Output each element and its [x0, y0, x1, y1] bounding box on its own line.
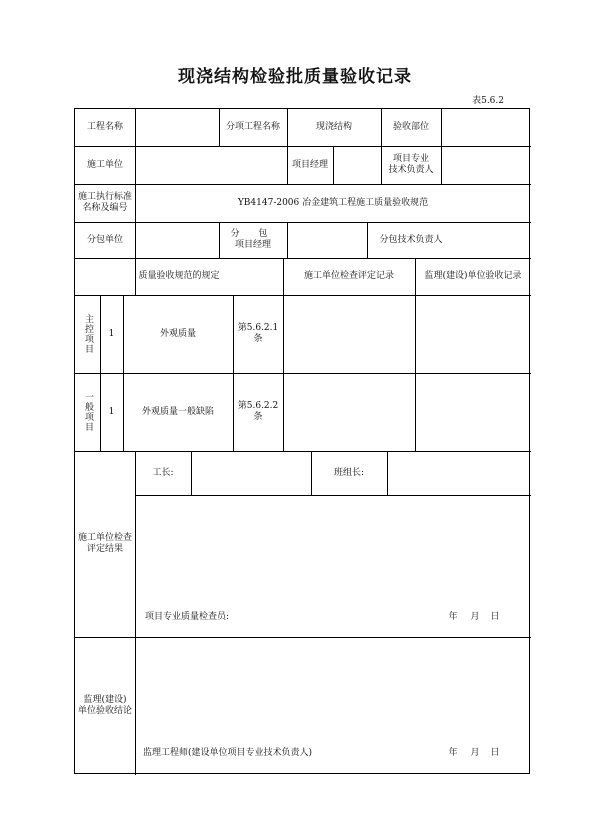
check-date-year: 年 — [448, 611, 458, 622]
main-item-number: 1 — [108, 328, 115, 339]
check-result-label-line2: 评定结果 — [86, 544, 123, 554]
page-title: 现浇结构检验批质量验收记录 — [178, 67, 412, 87]
check-date-month: 月 — [470, 611, 480, 622]
sub-pm-label-line2: 项目经理 — [234, 240, 271, 250]
general-item-supervision-field[interactable] — [415, 373, 531, 451]
supervision-date-day: 日 — [490, 747, 500, 758]
supervision-engineer-label: 监理工程师(建设单位项目专业技术负责人) — [143, 747, 313, 758]
standard-label-line1: 施工执行标准 — [77, 192, 132, 202]
tech-lead-field[interactable] — [441, 146, 531, 184]
sub-pm-label — [219, 222, 287, 258]
general-item-clause-line2: 条 — [253, 412, 263, 422]
supervision-result-field[interactable] — [135, 637, 531, 741]
sub-pm-label-line1: 分 包 — [230, 229, 276, 239]
supervision-date-year: 年 — [448, 747, 458, 758]
project-name-label: 工程名称 — [86, 122, 123, 132]
team-leader-field[interactable] — [387, 451, 531, 495]
foreman-field[interactable] — [191, 451, 311, 495]
sub-pm-field[interactable] — [287, 222, 367, 258]
general-item-number: 1 — [108, 406, 115, 417]
construction-unit-label: 施工单位 — [86, 159, 123, 170]
general-item-self-check-field[interactable] — [283, 373, 415, 451]
main-item-clause-line1: 第5.6.2.1 — [237, 323, 279, 333]
standard-value: YB4147-2006 冶金建筑工程施工质量验收规范 — [237, 197, 429, 208]
acceptance-part-label: 验收部位 — [392, 122, 429, 132]
project-name-field[interactable] — [135, 109, 219, 146]
main-item-clause — [233, 295, 283, 373]
acceptance-part-field[interactable] — [441, 109, 531, 146]
general-item-name: 外观质量一般缺陷 — [141, 406, 214, 417]
subproject-label: 分项工程名称 — [225, 122, 280, 132]
acceptance-form — [74, 108, 530, 774]
check-result-field[interactable] — [135, 495, 531, 605]
self-check-header: 施工单位检查评定记录 — [303, 271, 394, 281]
standard-label — [75, 184, 135, 222]
main-item-supervision-field[interactable] — [415, 295, 531, 373]
inspector-label: 项目专业质量检查员: — [145, 611, 230, 622]
table-number: 表5.6.2 — [472, 96, 504, 106]
tech-lead-label — [381, 146, 441, 184]
tech-lead-label-line2: 技术负责人 — [388, 165, 434, 175]
construction-unit-field[interactable] — [135, 146, 287, 184]
check-date-day: 日 — [490, 611, 500, 622]
general-item-clause-line1: 第5.6.2.2 — [237, 401, 279, 411]
main-item-name: 外观质量 — [159, 328, 196, 339]
supervision-result-label — [75, 637, 135, 775]
supervision-header: 监理(建设)单位验收记录 — [424, 271, 522, 281]
main-item-clause-line2: 条 — [253, 334, 263, 344]
subcontractor-label: 分包单位 — [86, 234, 123, 245]
spec-header: 质量验收规范的规定 — [138, 271, 220, 281]
supervision-result-label-line1: 监理(建设) — [83, 695, 127, 705]
subcontractor-field[interactable] — [135, 222, 219, 258]
tech-lead-label-line1: 项目专业 — [392, 154, 429, 164]
sub-tech-label: 分包技术负责人 — [379, 234, 443, 245]
team-leader-label: 班组长: — [333, 467, 365, 478]
main-items-group-label: 主控项目 — [83, 314, 93, 354]
project-manager-field[interactable] — [333, 146, 381, 184]
check-result-label — [75, 451, 135, 637]
main-item-self-check-field[interactable] — [283, 295, 415, 373]
supervision-result-label-line2: 单位验收结论 — [77, 706, 132, 716]
general-item-clause — [233, 373, 283, 451]
foreman-label: 工长: — [152, 467, 174, 478]
supervision-date-month: 月 — [470, 747, 480, 758]
sub-tech-field[interactable] — [455, 222, 531, 258]
subproject-value: 现浇结构 — [315, 122, 352, 132]
general-items-group-label: 一般项目 — [83, 392, 93, 432]
standard-label-line2: 名称及编号 — [82, 203, 128, 213]
check-result-label-line1: 施工单位检查 — [77, 533, 132, 543]
project-manager-label: 项目经理 — [291, 159, 328, 170]
